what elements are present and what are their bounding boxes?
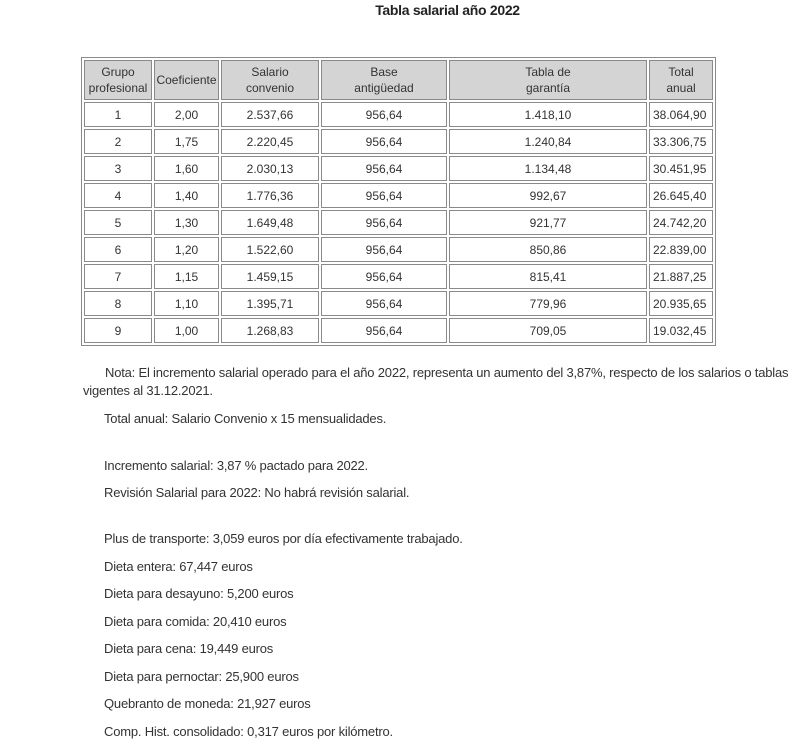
cell-garantia: 921,77 (449, 210, 647, 235)
dieta-entera-line: Dieta entera: 67,447 euros (104, 559, 253, 574)
cell-coeficiente: 2,00 (154, 102, 219, 127)
quebranto-line: Quebranto de moneda: 21,927 euros (104, 696, 311, 711)
revision-line: Revisión Salarial para 2022: No habrá revisión salarial. (104, 485, 410, 500)
header-total-anual (649, 60, 713, 100)
cell-coeficiente: 1,60 (154, 156, 219, 181)
cell-garantia: 1.134,48 (449, 156, 647, 181)
cell-garantia: 992,67 (449, 183, 647, 208)
dieta-comida-line: Dieta para comida: 20,410 euros (104, 614, 287, 629)
cell-garantia: 850,86 (449, 237, 647, 262)
header-text: Tabla de (525, 65, 571, 79)
cell-garantia: 1.240,84 (449, 129, 647, 154)
cell-base: 956,64 (321, 102, 447, 127)
cell-grupo: 6 (84, 237, 152, 262)
header-tabla-garantia (449, 60, 647, 100)
table-row (84, 318, 713, 343)
table-header-row (84, 60, 713, 100)
header-text: Base (370, 65, 398, 79)
table-row (84, 264, 713, 289)
cell-base: 956,64 (321, 156, 447, 181)
total-anual-line: Total anual: Salario Convenio x 15 mensualidades. (104, 411, 387, 426)
cell-grupo: 9 (84, 318, 152, 343)
cell-salario: 1.459,15 (221, 264, 319, 289)
dieta-cena-line: Dieta para cena: 19,449 euros (104, 641, 274, 656)
plus-transporte-line: Plus de transporte: 3,059 euros por día efectivamente trabajado. (104, 531, 463, 546)
header-text: garantía (525, 81, 571, 95)
cell-total: 19.032,45 (649, 318, 713, 343)
incremento-line: Incremento salarial: 3,87 % pactado para 2022. (104, 458, 368, 473)
cell-total: 22.839,00 (649, 237, 713, 262)
cell-salario: 1.649,48 (221, 210, 319, 235)
cell-total: 21.887,25 (649, 264, 713, 289)
cell-total: 24.742,20 (649, 210, 713, 235)
cell-total: 38.064,90 (649, 102, 713, 127)
cell-salario: 2.220,45 (221, 129, 319, 154)
cell-coeficiente: 1,10 (154, 291, 219, 316)
cell-base: 956,64 (321, 129, 447, 154)
cell-grupo: 7 (84, 264, 152, 289)
cell-coeficiente: 1,75 (154, 129, 219, 154)
cell-grupo: 5 (84, 210, 152, 235)
cell-garantia: 779,96 (449, 291, 647, 316)
cell-salario: 1.776,36 (221, 183, 319, 208)
header-salario-convenio (221, 60, 319, 100)
cell-grupo: 8 (84, 291, 152, 316)
table-row (84, 210, 713, 235)
dieta-desayuno-line: Dieta para desayuno: 5,200 euros (104, 586, 294, 601)
cell-base: 956,64 (321, 318, 447, 343)
cell-grupo: 4 (84, 183, 152, 208)
table-row (84, 102, 713, 127)
cell-base: 956,64 (321, 264, 447, 289)
cell-coeficiente: 1,20 (154, 237, 219, 262)
cell-base: 956,64 (321, 183, 447, 208)
table-row (84, 291, 713, 316)
header-text: Coeficiente (156, 73, 217, 87)
header-text: Total (668, 65, 694, 79)
cell-salario: 2.537,66 (221, 102, 319, 127)
comp-hist-line: Comp. Hist. consolidado: 0,317 euros por kilómetro. (104, 724, 393, 739)
cell-coeficiente: 1,00 (154, 318, 219, 343)
cell-coeficiente: 1,15 (154, 264, 219, 289)
dieta-pernoctar-line: Dieta para pernoctar: 25,900 euros (104, 669, 299, 684)
header-text: convenio (245, 81, 295, 95)
table-row (84, 183, 713, 208)
cell-salario: 1.395,71 (221, 291, 319, 316)
cell-total: 30.451,95 (649, 156, 713, 181)
cell-total: 20.935,65 (649, 291, 713, 316)
cell-coeficiente: 1,40 (154, 183, 219, 208)
notes-section (0, 364, 805, 400)
cell-garantia: 1.418,10 (449, 102, 647, 127)
header-base-antiguedad (321, 60, 447, 100)
cell-garantia: 709,05 (449, 318, 647, 343)
cell-salario: 2.030,13 (221, 156, 319, 181)
cell-base: 956,64 (321, 210, 447, 235)
table-row (84, 237, 713, 262)
salary-table (81, 57, 716, 346)
header-text: Salario (251, 65, 289, 79)
cell-coeficiente: 1,30 (154, 210, 219, 235)
table-row (84, 129, 713, 154)
cell-base: 956,64 (321, 291, 447, 316)
cell-base: 956,64 (321, 237, 447, 262)
page-title: Tabla salarial año 2022 (375, 2, 520, 18)
note-paragraph: Nota: El incremento salarial operado para el año 2022, representa un aumento del 3,87%, respecto de los salarios o tablas vigentes al 31.12.2021. (83, 365, 789, 398)
header-text: anual (666, 81, 696, 95)
header-coeficiente (154, 60, 219, 100)
cell-total: 33.306,75 (649, 129, 713, 154)
cell-grupo: 3 (84, 156, 152, 181)
cell-garantia: 815,41 (449, 264, 647, 289)
header-grupo-profesional (84, 60, 152, 100)
cell-grupo: 2 (84, 129, 152, 154)
cell-grupo: 1 (84, 102, 152, 127)
cell-salario: 1.268,83 (221, 318, 319, 343)
cell-salario: 1.522,60 (221, 237, 319, 262)
table-row (84, 156, 713, 181)
header-text: profesional (88, 81, 148, 95)
cell-total: 26.645,40 (649, 183, 713, 208)
header-text: Grupo (101, 65, 135, 79)
header-text: antigüedad (354, 81, 414, 95)
